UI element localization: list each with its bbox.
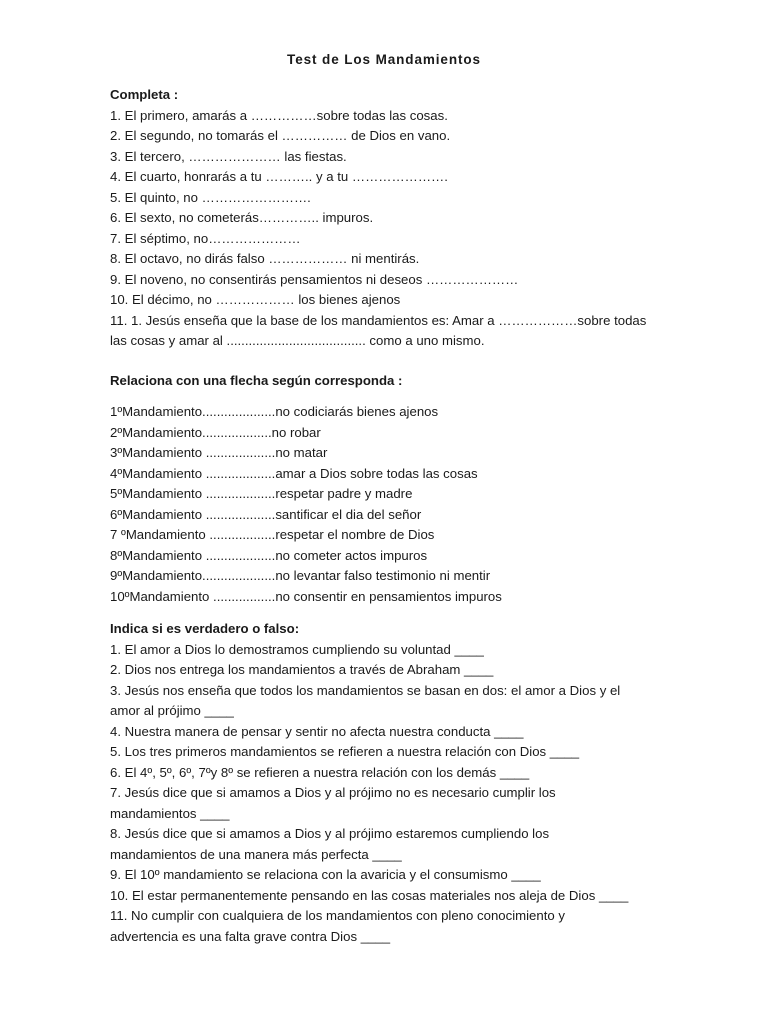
list-item: 1. El amor a Dios lo demostramos cumpliendo su voluntad ____	[110, 641, 484, 657]
list-item: 6ºMandamiento ...................santificar el dia del señor	[110, 506, 422, 522]
list-item: 8. Jesús dice que si amamos a Dios y al prójimo estaremos cumpliendo los	[110, 826, 550, 841]
list-item: 4. Nuestra manera de pensar y sentir no afecta nuestra conducta ____	[110, 723, 524, 739]
section-heading: Indica si es verdadero o falso:	[110, 621, 300, 636]
relaciona-list	[110, 402, 670, 607]
list-item: 4ºMandamiento ...................amar a Dios sobre todas las cosas	[110, 465, 478, 481]
verdadero-falso-section	[110, 619, 670, 947]
list-item: 2ºMandamiento...................no robar	[110, 424, 321, 440]
section-heading: Completa :	[110, 87, 179, 102]
list-item: 2. Dios nos entrega los mandamientos a través de Abraham ____	[110, 662, 494, 677]
list-item: 5. El quinto, no …………………….	[110, 189, 311, 205]
list-item: 9ºMandamiento....................no levantar falso testimonio ni mentir	[110, 568, 491, 583]
list-item: 1ºMandamiento....................no codiciarás bienes ajenos	[110, 404, 439, 419]
list-item: 6. El 4º, 5º, 6º, 7ºy 8º se refieren a nuestra relación con los demás ____	[110, 764, 530, 780]
list-item: 5. Los tres primeros mandamientos se refieren a nuestra relación con Dios ____	[110, 744, 580, 759]
list-item: amor al prójimo ____	[110, 703, 234, 718]
list-item: 7 ºMandamiento ..................respetar el nombre de Dios	[110, 527, 435, 542]
list-item: 3ºMandamiento ...................no matar	[110, 445, 328, 460]
list-item: advertencia es una falta grave contra Dios ____	[110, 928, 391, 944]
list-item: mandamientos de una manera más perfecta ____	[110, 846, 402, 862]
list-item: 6. El sexto, no cometerás………….. impuros.	[110, 210, 374, 225]
section-heading: Relaciona con una flecha según corresponda :	[110, 373, 403, 388]
list-item: 9. El noveno, no consentirás pensamientos ni deseos …………………	[110, 271, 519, 287]
page-title: Test de Los Mandamientos	[287, 52, 481, 67]
list-item: 8ºMandamiento ...................no cometer actos impuros	[110, 547, 428, 563]
list-item: 10. El estar permanentemente pensando en las cosas materiales nos aleja de Dios ____	[110, 887, 629, 903]
list-item: 3. Jesús nos enseña que todos los mandamientos se basan en dos: el amor a Dios y el	[110, 682, 621, 698]
list-item: 7. El séptimo, no…………………	[110, 230, 301, 246]
list-item: mandamientos ____	[110, 805, 230, 821]
list-item: 11. 1. Jesús enseña que la base de los mandamientos es: Amar a ………………sobre todas	[110, 312, 647, 328]
list-item: 5ºMandamiento ...................respetar padre y madre	[110, 486, 413, 501]
list-item: 11. No cumplir con cualquiera de los mandamientos con pleno conocimiento y	[110, 908, 565, 923]
list-item: 10. El décimo, no ……………… los bienes ajenos	[110, 292, 401, 307]
completa-section	[110, 85, 670, 352]
list-item: 7. Jesús dice que si amamos a Dios y al prójimo no es necesario cumplir los	[110, 785, 556, 800]
list-item: 4. El cuarto, honrarás a tu ……….. y a tu ………………….	[110, 169, 448, 184]
list-item: 1. El primero, amarás a ……………sobre todas las cosas.	[110, 107, 448, 123]
list-item: 9. El 10º mandamiento se relaciona con la avaricia y el consumismo ____	[110, 867, 541, 882]
list-item: las cosas y amar al ...................................... como a uno mismo.	[110, 333, 485, 348]
list-item: 2. El segundo, no tomarás el …………… de Dios en vano.	[110, 128, 451, 143]
relaciona-section	[110, 371, 670, 392]
list-item: 8. El octavo, no dirás falso ……………… ni mentirás.	[110, 251, 420, 266]
list-item: 3. El tercero, ………………… las fiestas.	[110, 148, 347, 164]
list-item: 10ºMandamiento .................no consentir en pensamientos impuros	[110, 588, 502, 604]
